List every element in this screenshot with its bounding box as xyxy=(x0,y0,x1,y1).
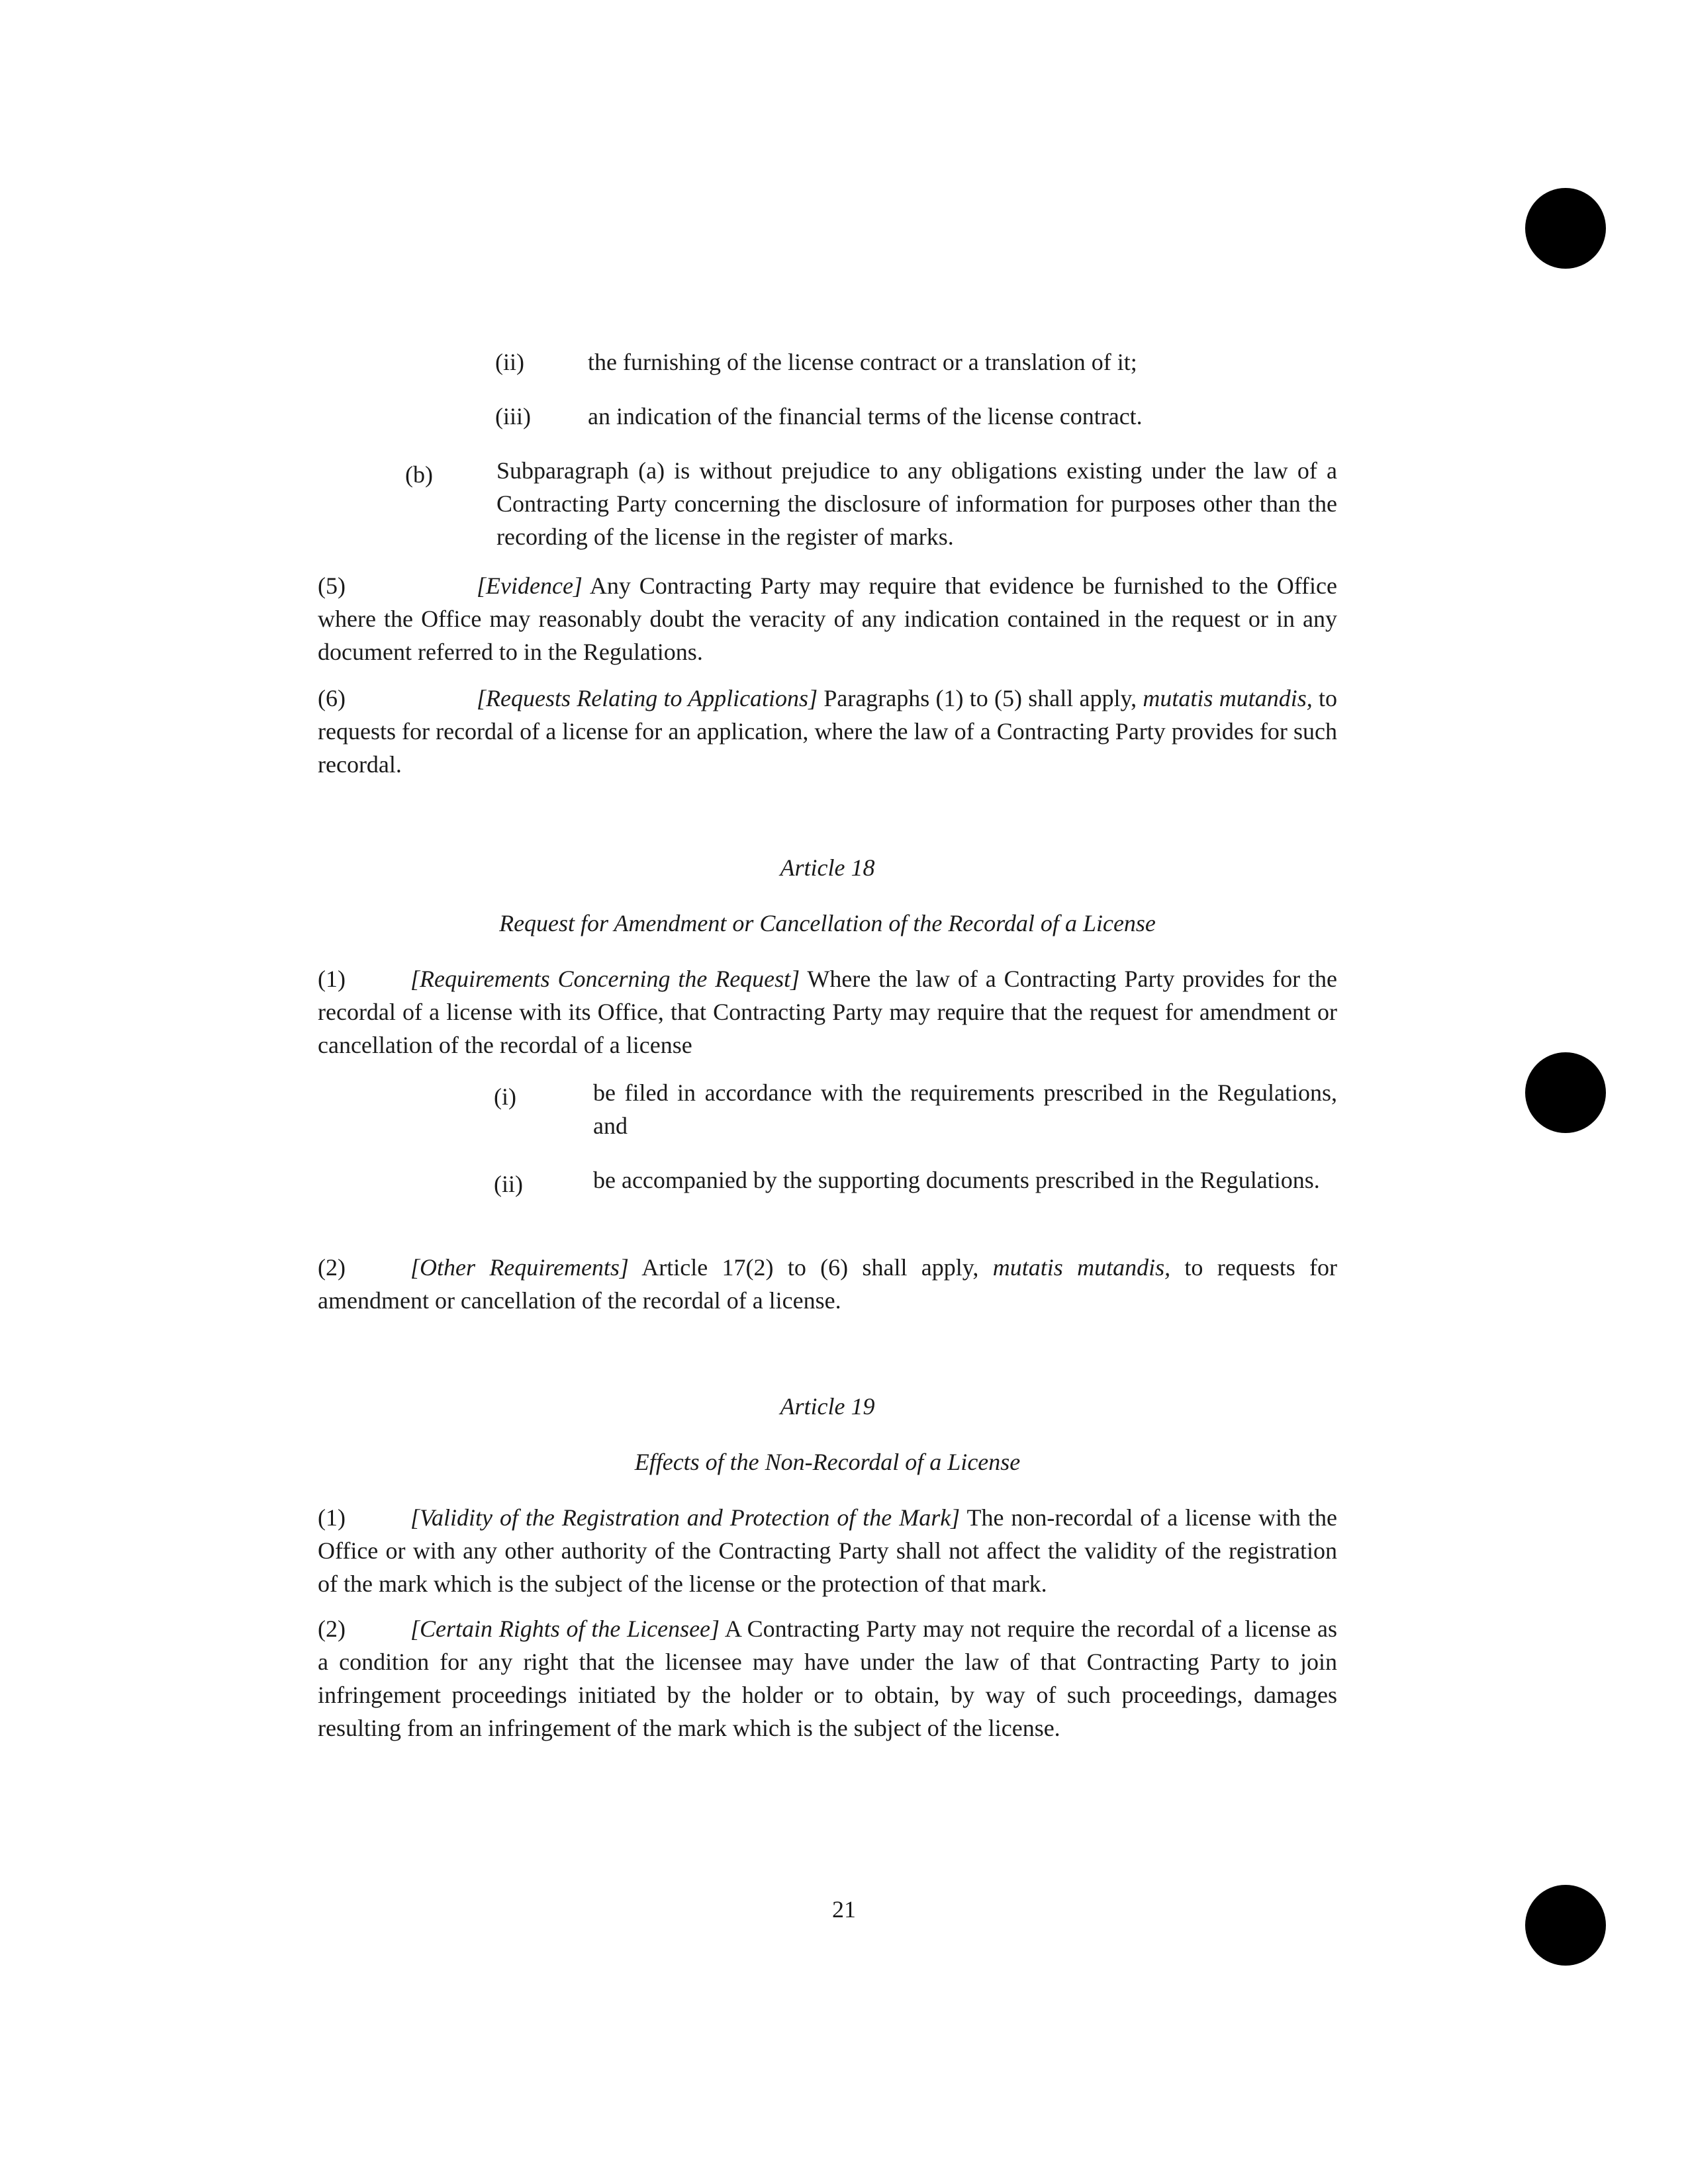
item-text: be accompanied by the supporting documents prescribed in the Regulations. xyxy=(593,1167,1320,1193)
paragraph-text: Paragraphs (1) to (5) shall apply, xyxy=(818,685,1143,711)
latin-phrase: mutatis mutandis, xyxy=(992,1254,1171,1281)
item-number: (i) xyxy=(494,1083,516,1110)
article-18-paragraph-2 xyxy=(318,1251,1337,1317)
paragraph-number: (6) xyxy=(318,685,346,711)
article-19-paragraph-1 xyxy=(318,1501,1337,1600)
subparagraph-number: (b) xyxy=(405,461,433,488)
paragraph-text: The non-recordal of a license with the Office or with any other authority of the Contracting Party shall not affect the validity of the registration of the mark which is the subject of the license or the protection of that mark. xyxy=(318,1504,1337,1597)
paragraph-6 xyxy=(318,682,1337,781)
paragraph-text: Any Contracting Party may require that evidence be furnished to the Office where the Office may reasonably doubt the veracity of any indication contained in the request or in any document referred to in the Regulations. xyxy=(318,572,1337,665)
latin-phrase: mutatis mutandis, xyxy=(1143,685,1313,711)
article-19-paragraph-2 xyxy=(318,1612,1337,1745)
paragraph-number: (5) xyxy=(318,572,346,599)
subparagraph-text: Subparagraph (a) is without prejudice to any obligations existing under the law of a Contracting Party concerning the disclosure of information for purposes other than the recording of the license in the register of marks. xyxy=(496,457,1337,550)
paragraph-text: Article 17(2) to (6) shall apply, xyxy=(628,1254,993,1281)
paragraph-heading: [Requests Relating to Applications] xyxy=(477,685,818,711)
paragraph-heading: [Requirements Concerning the Request] xyxy=(410,966,800,992)
paragraph-number: (2) xyxy=(318,1254,346,1281)
paragraph-heading: [Evidence] xyxy=(477,572,583,599)
item-number: (ii) xyxy=(494,1171,523,1197)
article-18-paragraph-1 xyxy=(318,962,1337,1062)
paragraph-number: (1) xyxy=(318,1504,346,1531)
item-text: be filed in accordance with the requirements prescribed in the Regulations, and xyxy=(593,1079,1337,1139)
article-18-subtitle: Request for Amendment or Cancellation of the Recordal of a License xyxy=(499,910,1156,936)
paragraph-heading: [Certain Rights of the Licensee] xyxy=(410,1615,720,1642)
paragraph-text: to requests for recordal of a license for an application, where the law of a Contracting Party provides for such recordal. xyxy=(318,685,1337,778)
paragraph-5 xyxy=(318,569,1337,668)
article-19-subtitle: Effects of the Non-Recordal of a License xyxy=(634,1449,1021,1475)
punch-hole-middle xyxy=(1525,1052,1606,1133)
item-number: (ii) xyxy=(495,349,524,375)
paragraph-text: to requests for amendment or cancellation of the recordal of a license. xyxy=(318,1254,1338,1314)
paragraph-text: A Contracting Party may not require the recordal of a license as a condition for any right that the licensee may have under the law of that Contracting Party to join infringement proceedings initiated by the holder or to obtain, by way of such proceedings, damages resulting from an infringement of the mark which is the subject of the license. xyxy=(318,1615,1337,1741)
paragraph-heading: [Other Requirements] xyxy=(410,1254,629,1281)
punch-hole-top xyxy=(1525,188,1606,269)
paragraph-heading: [Validity of the Registration and Protection of the Mark] xyxy=(410,1504,961,1531)
item-number: (iii) xyxy=(495,403,531,430)
page-number: 21 xyxy=(832,1896,856,1923)
article-19-title: Article 19 xyxy=(780,1393,875,1420)
paragraph-number: (2) xyxy=(318,1615,346,1642)
item-text: an indication of the financial terms of the license contract. xyxy=(588,403,1143,430)
article-18-title: Article 18 xyxy=(780,854,875,881)
paragraph-number: (1) xyxy=(318,966,346,992)
paragraph-text: Where the law of a Contracting Party provides for the recordal of a license with its Office, that Contracting Party may require that the request for amendment or cancellation of the recordal of a license xyxy=(318,966,1337,1058)
item-text: the furnishing of the license contract or a translation of it; xyxy=(588,349,1137,375)
